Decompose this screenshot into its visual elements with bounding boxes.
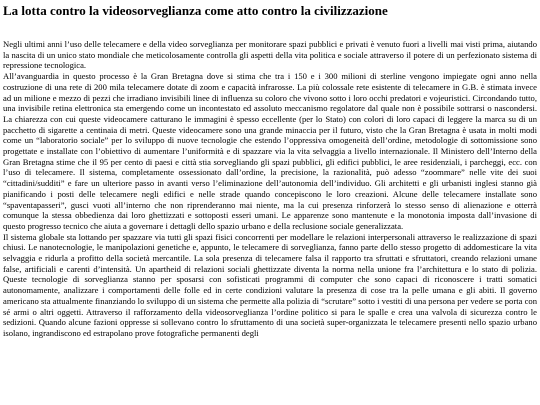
article-paragraph-2: All’avanguardia in questo processo è la Gran Bretagna dove si stima che tra i 150 e i 300 milioni di sterline vengono impiegate ogni anno nella costruzione di una rete di 200 mila telecamere dotate di zoom e capacità infrarosse. La più colossale rete esistente di telecamere in G.B. è stimata invece ad un milione e mezzo di pezzi che irradiano invisibili linee di influenza su coloro che vivono sotto i loro occhi predatori e vojeuristici. Circondando tutto, una invisibile retina elettronica sta emergendo come un incontestato ed assoluto meccanismo regolatore dal quale non è possibile sottrarsi o nascondersi. La chiarezza con cui queste videocamere catturano le immagini è spesso eccellente (per lo Stato) con colori di loro capaci di leggere la marca su di un pacchetto di sigarette a centinaia di metri. Queste videocamere sono una grande minaccia per il futuro, visto che la Gran Bretagna è usata in molti modi come un “laboratorio sociale” per lo sviluppo di nuove tecnologie che estendo l’oppressiva omogeneità dell’ordine, metodologie di sottomissione sono progettate e installate con l’obiettivo di aumentare l’uniformità e di spazzare via la vita selvaggia a livello internazionale. Il Ministero dell’Interno della Gran Bretagna stime che il 95 per cento di paesi e città stia sorvegliando gli spazi pubblici, gli edifici pubblici, le aree residenziali, i parcheggi, ecc. con l’uso di telecamere. Il sistema, completamente ossessionato dall’ordine, la precisione, la razionalità, può adesso “zoommare” nelle vite dei suoi “cittadini/sudditi” e fare un ulteriore passo in avanti verso l’eliminazione dell’autonomia dell’individuo. Gli architetti e gli urbanisti inglesi stanno già pianificando i posti delle telecamere negli edifici e nelle strade quando concepiscono le loro creazioni. Alcune delle telecamere installate sono “spaventapasseri”, gusci vuoti all’interno che non riprenderanno mai niente, ma la cui presenza rinforzerà lo stesso senso di alienazione e otterrà comunque la stessa obbedienza dai loro ghettizzati e sottoposti esseri umani. Le apparenze sono mantenute e la monotonia imposta dall’invasione di questo progresso tecnico che aiuta a governare i dettagli dello spazio urbano e della reclusione sociale generalizzata. xyxy=(3,71,537,231)
article-title: La lotta contro la videosorveglianza come atto contro la civilizzazione xyxy=(3,3,388,18)
article-paragraph-3: Il sistema globale sta lottando per spazzare via tutti gli spazi fisici concorrenti per modellare le relazioni interpersonali attraverso le realizzazione di spazi chiusi. Le nanotecnologie, le manipolazioni genetiche e, appunto, le telecamere di sorveglianza, fanno parte dello stesso progetto di addomesticare la vita selvaggia e ridurla a profitto della società mercantile. La sola presenza di telecamere falsa il rapporto tra sfruttati e sfruttatori, creando relazioni umane false, artificiali e carenti d’intensità. Un apartheid di relazioni sociali ghettizzate diventa la norma nella unione fra l’architettura e lo stato di polizia. Queste tecnologie di sorveglianza stanno per sposarsi con sofisticati programmi di computer che sono capaci di riconoscere i tratti somatici autonomamente, analizzare i comportamenti delle folle ed in certe condizioni valutare la presenza di cose tra la pelle umana e gli abiti. Il governo americano sta attualmente finanziando lo sviluppo di un sistema che permette alla polizia di “scrutare” sotto i vestiti di una persona per vedere se porta con sé armi o altri oggetti. Attraverso il rafforzamento della videosorveglianza l’ordine politico si para le spalle e crea una valvola di sicurezza contro le sedizioni. Quando alcune fazioni oppresse si sollevano contro lo sfruttamento di una società super-organizzata le telecamere presenti nello spazio urbano isolano, ingrandiscono ed estrapolano prove fotografiche permanenti degli xyxy=(3,231,537,338)
article-paragraph-1: Negli ultimi anni l’uso delle telecamere e della video sorveglianza per monitorare spazi pubblici e privati è venuto fuori a livelli mai visti prima, aiutando la nascita di un unico stato mondiale che meticolosamente controlla gli aspetti della vita politica e sociale attraverso il potere di un perfezionato sistema di repressione tecnologica. xyxy=(3,39,537,71)
